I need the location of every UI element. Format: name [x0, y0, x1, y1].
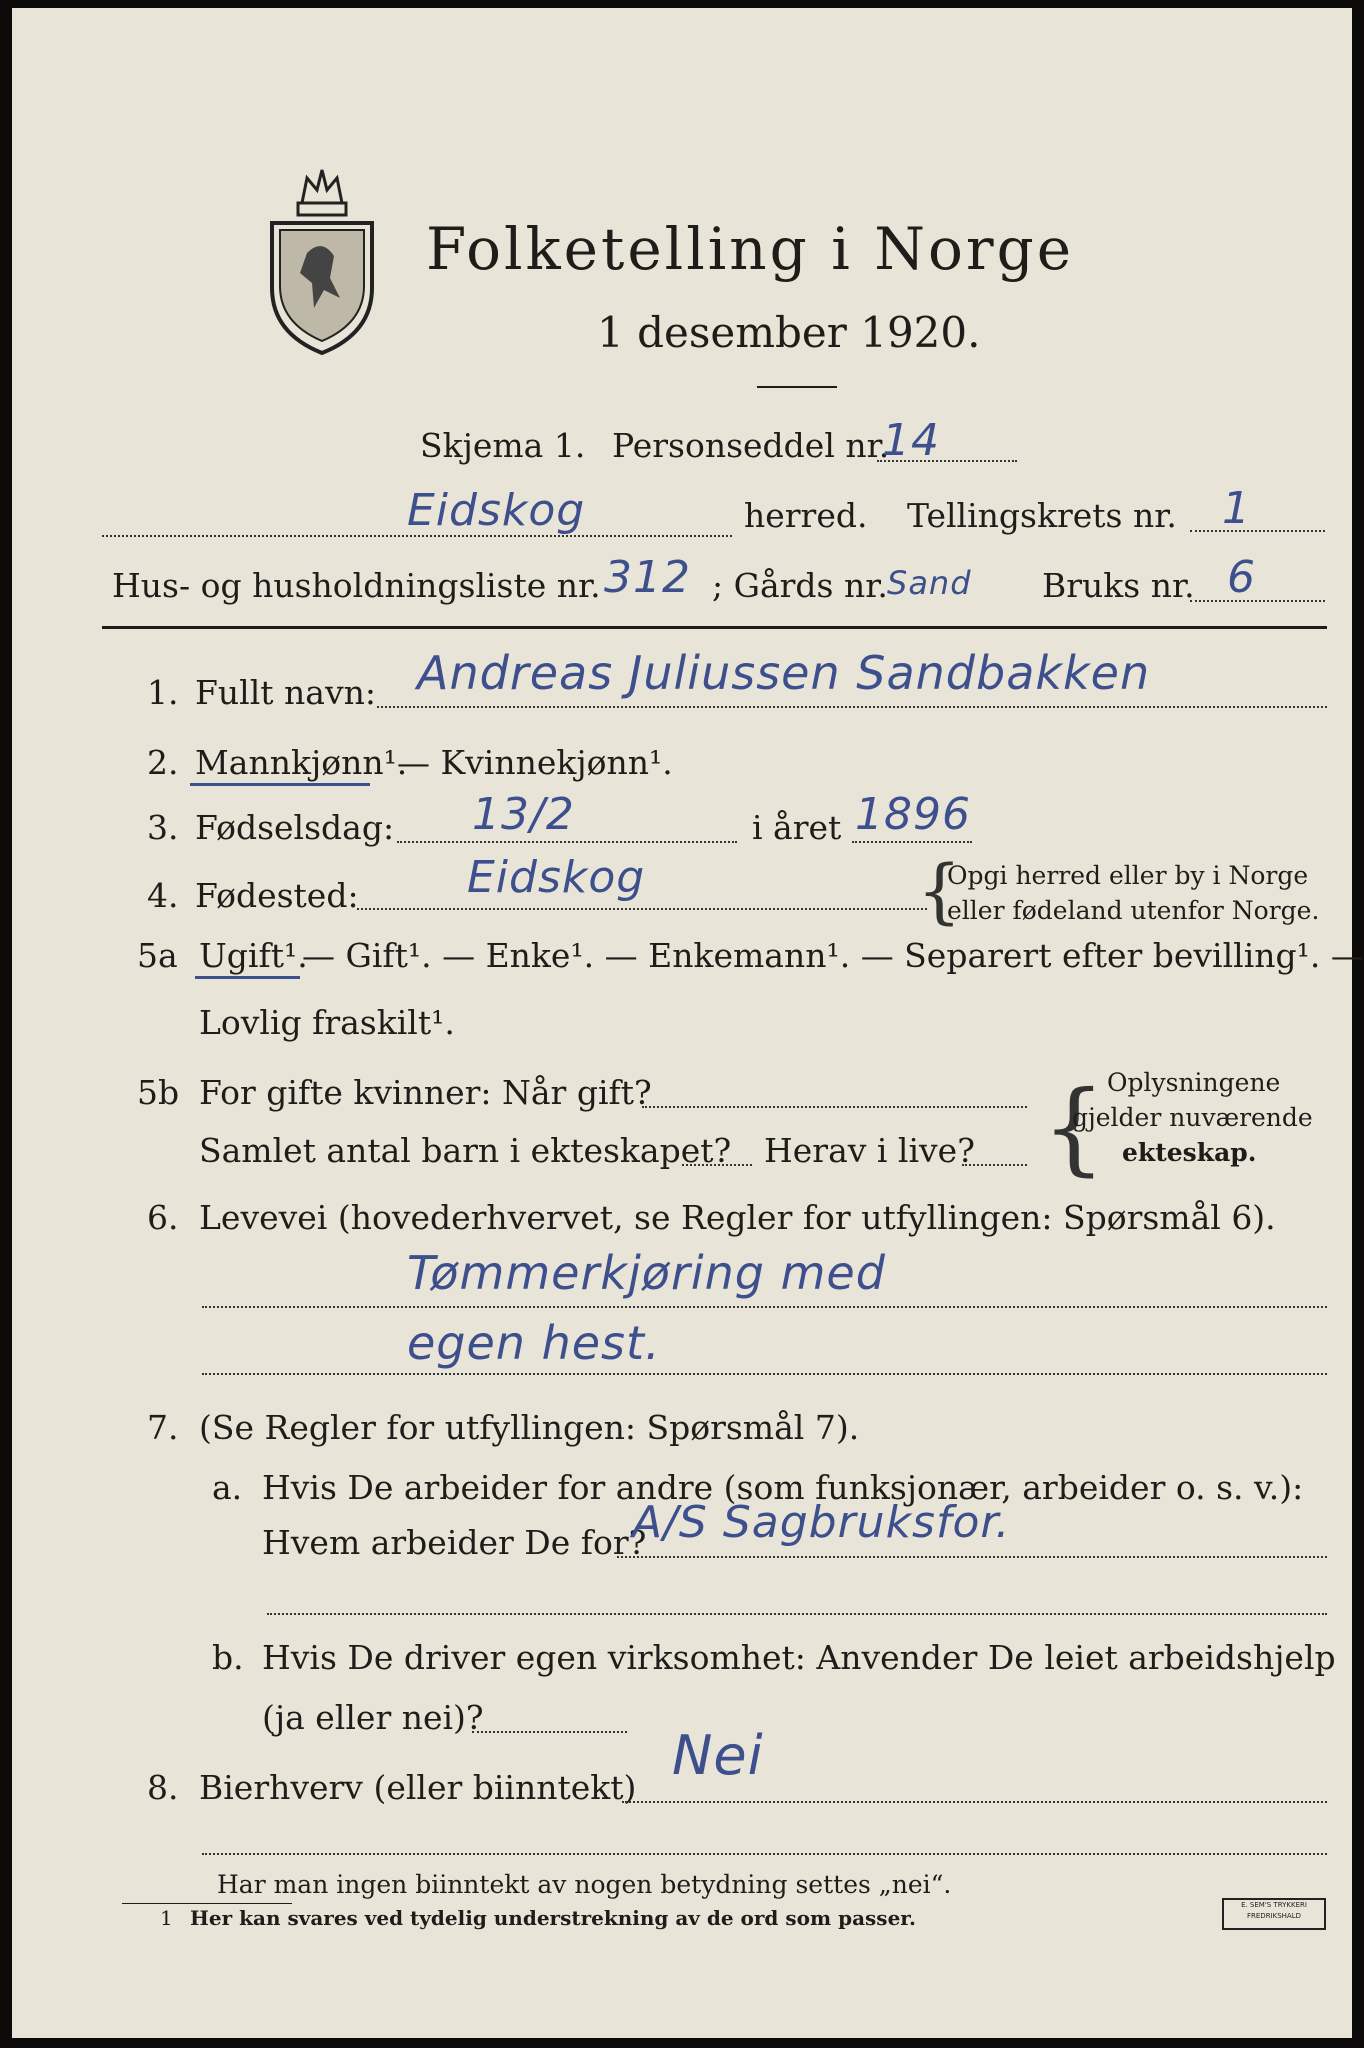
- q7b-dots: [472, 1731, 627, 1733]
- q7a-text: Hvis De arbeider for andre (som funksjonær, arbeider o. s. v.):: [262, 1468, 1304, 1507]
- q5a-ugift: Ugift¹.: [199, 936, 308, 975]
- q2-rest: — Kvinnekjønn¹.: [397, 743, 673, 782]
- personseddel-value: 14: [882, 415, 940, 466]
- printer-stamp: [1222, 1898, 1326, 1930]
- q5b-line1: For gifte kvinner: Når gift?: [199, 1073, 652, 1112]
- q4-brace: {: [917, 850, 962, 932]
- q6-dots-2: [202, 1373, 1327, 1375]
- q6-label: Levevei (hovederhvervet, se Regler for utfyllingen: Spørsmål 6).: [199, 1198, 1276, 1237]
- q3-number: 3.: [147, 808, 179, 847]
- hus-value: 312: [604, 552, 691, 603]
- footnote-number: 1: [160, 1906, 173, 1930]
- footer-note: Har man ingen biinntekt av nogen betydning settes „nei“.: [217, 1870, 952, 1899]
- q5b-note-3: ekteskap.: [1122, 1138, 1257, 1167]
- q1-dots: [377, 706, 1327, 708]
- q8-value: Nei: [672, 1724, 764, 1787]
- q5b-number: 5b: [137, 1073, 180, 1112]
- q1-value: Andreas Juliussen Sandbakken: [417, 646, 1151, 700]
- q7b-text: Hvis De driver egen virksomhet: Anvender De leiet arbeidshjelp: [262, 1638, 1336, 1677]
- q2-number: 2.: [147, 743, 179, 782]
- q6-value-1: Tømmerkjøring med: [407, 1246, 886, 1300]
- printer-stamp-text: E. SEM'S TRYKKERI FREDRIKSHALD: [1241, 1901, 1307, 1920]
- q4-number: 4.: [147, 876, 179, 915]
- q3-year-dots: [852, 841, 972, 843]
- herred-label: herred.: [744, 496, 868, 535]
- tellingskrets-dots: [1190, 530, 1325, 532]
- herred-value: Eidskog: [407, 485, 586, 536]
- personseddel-label: Personseddel nr.: [612, 426, 890, 465]
- q3-year-label: i året: [752, 808, 842, 847]
- q8-dots-2: [202, 1853, 1327, 1855]
- q8-dots-1: [622, 1801, 1327, 1803]
- q7-label: (Se Regler for utfyllingen: Spørsmål 7).: [199, 1408, 860, 1447]
- q5a-ugift-underline: [195, 976, 300, 979]
- q6-dots-1: [202, 1306, 1327, 1308]
- q1-number: 1.: [147, 673, 179, 712]
- form-title: Folketelling i Norge: [426, 215, 1075, 283]
- q5a-rest: — Gift¹. — Enke¹. — Enkemann¹. — Separert efter bevilling¹. —: [302, 936, 1364, 975]
- gards-label: ; Gårds nr.: [712, 566, 888, 605]
- q3-label: Fødselsdag:: [195, 808, 395, 847]
- q7b-question: (ja eller nei)?: [262, 1698, 484, 1737]
- q6-number: 6.: [147, 1198, 179, 1237]
- q7a-letter: a.: [212, 1468, 243, 1507]
- header-rule: [102, 626, 1327, 629]
- tellingskrets-label: Tellingskrets nr.: [907, 496, 1177, 535]
- q4-note-2: eller fødeland utenfor Norge.: [947, 896, 1320, 925]
- q5b-line2b: Herav i live?: [764, 1131, 975, 1170]
- q7-number: 7.: [147, 1408, 179, 1447]
- footnote-text: Her kan svares ved tydelig understrekning av de ord som passer.: [190, 1906, 916, 1930]
- q5b-line1-dots: [642, 1106, 1027, 1108]
- census-date: 1 desember 1920.: [597, 308, 981, 357]
- norwegian-coat-of-arms: [262, 158, 382, 358]
- q3-day-dots: [397, 841, 737, 843]
- q7a-dots-2: [267, 1613, 1327, 1615]
- bruks-value: 6: [1227, 552, 1256, 603]
- q7a-dots-1: [617, 1556, 1327, 1558]
- q7b-letter: b.: [212, 1638, 244, 1677]
- tellingskrets-value: 1: [1222, 483, 1251, 534]
- q7a-question: Hvem arbeider De for?: [262, 1523, 647, 1562]
- q2-male-underline: [190, 783, 370, 786]
- q4-value: Eidskog: [467, 852, 646, 903]
- q5b-note-1: Oplysningene: [1107, 1068, 1281, 1097]
- q4-dots: [357, 908, 927, 910]
- footnote-rule: [122, 1903, 292, 1904]
- gards-value: Sand: [887, 564, 972, 602]
- q5b-children-dots: [682, 1164, 752, 1166]
- q5b-alive-dots: [962, 1164, 1027, 1166]
- q3-year-value: 1896: [855, 789, 971, 840]
- q8-label: Bierhverv (eller biinntekt): [199, 1768, 637, 1807]
- q5b-note-2: gjelder nuværende: [1072, 1103, 1313, 1132]
- skjema-label: Skjema 1.: [420, 426, 586, 465]
- q8-number: 8.: [147, 1768, 179, 1807]
- q5a-line2: Lovlig fraskilt¹.: [199, 1003, 455, 1042]
- q3-day-value: 13/2: [472, 789, 575, 840]
- q7a-value: A/S Sagbruksfor.: [632, 1497, 1011, 1548]
- q5a-number: 5a: [137, 936, 178, 975]
- q5b-line2a: Samlet antal barn i ekteskapet?: [199, 1131, 732, 1170]
- q1-label: Fullt navn:: [195, 673, 376, 712]
- census-form: [12, 8, 1364, 2038]
- q5b-brace: {: [1042, 1069, 1106, 1186]
- q4-label: Fødested:: [195, 876, 359, 915]
- bruks-label: Bruks nr.: [1042, 566, 1195, 605]
- q6-value-2: egen hest.: [407, 1316, 661, 1370]
- q2-male: Mannkjønn¹.: [195, 743, 408, 782]
- title-divider: [757, 386, 837, 388]
- hus-label: Hus- og husholdningsliste nr.: [112, 566, 601, 605]
- bruks-dots: [1190, 600, 1325, 602]
- q4-note-1: Opgi herred eller by i Norge: [947, 861, 1309, 890]
